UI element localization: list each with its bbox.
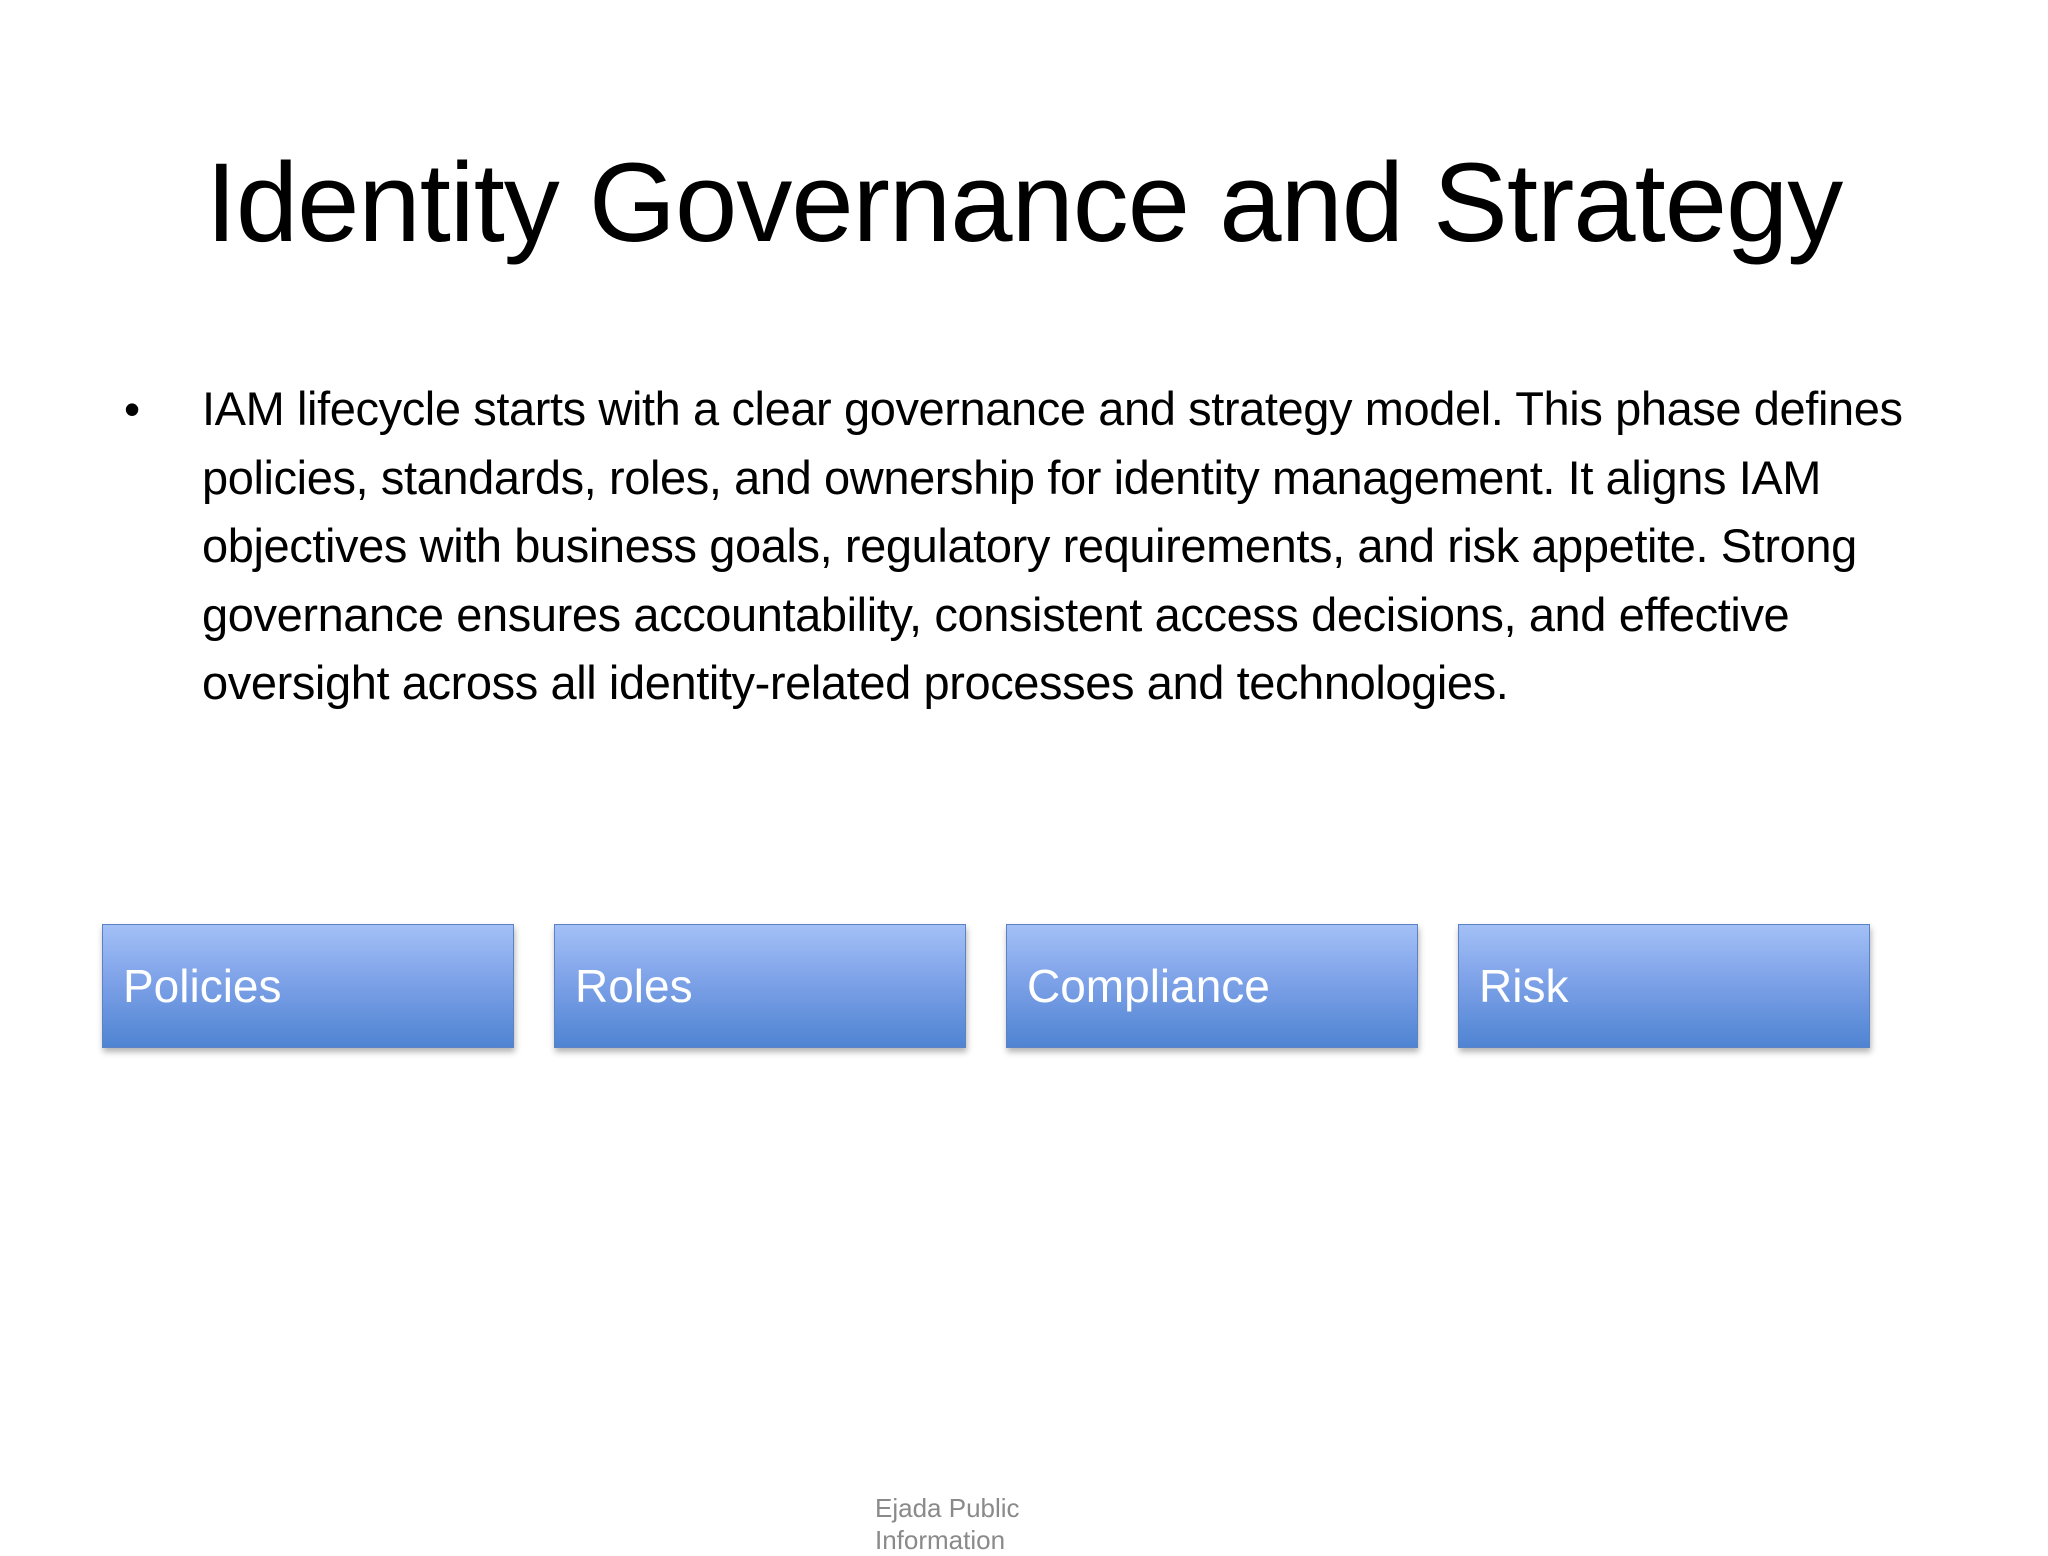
box-risk xyxy=(1458,924,1870,1048)
bullet-marker: • xyxy=(124,383,141,435)
box-label: Risk xyxy=(1479,960,1569,1012)
box-label: Policies xyxy=(123,960,282,1012)
box-policies xyxy=(102,924,514,1048)
slide-title: Identity Governance and Strategy xyxy=(205,140,1843,265)
process-boxes xyxy=(102,924,1872,1048)
box-label: Roles xyxy=(575,960,693,1012)
slide-body xyxy=(124,375,1904,718)
footer-classification: Ejada Public Information xyxy=(875,1493,1020,1555)
bullet-item xyxy=(124,375,1904,718)
box-roles xyxy=(554,924,966,1048)
box-label: Compliance xyxy=(1027,960,1270,1012)
box-compliance xyxy=(1006,924,1418,1048)
bullet-text: IAM lifecycle starts with a clear governance and strategy model. This phase defines policies, standards, roles, and ownership for identity management. It aligns IAM objectives with business goals, regulatory requirements, and risk appetite. Strong governance ensures accountability, consistent access decisions, and effective oversight across all identity-related processes and technologies. xyxy=(202,382,1903,709)
